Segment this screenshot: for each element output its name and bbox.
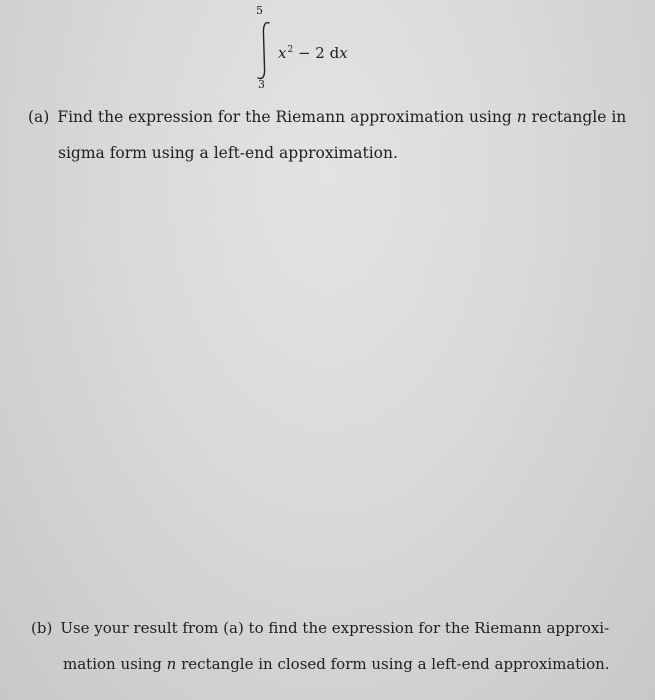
part-b-marker: (b) — [31, 619, 53, 637]
part-a-line-2: sigma form using a left-end approximation. — [58, 144, 398, 162]
integrand — [278, 44, 348, 62]
part-a-marker: (a) — [28, 108, 50, 126]
integral-sign-icon — [254, 20, 274, 82]
question-part-a — [28, 99, 626, 171]
part-a-text-after: rectangle in — [531, 108, 627, 126]
integrand-variable: x — [339, 44, 348, 62]
integrand-base: x — [278, 44, 287, 62]
part-b-text-line-1: Use your result from (a) to find the expression for the Riemann approxi- — [60, 619, 610, 637]
part-b-variable: n — [166, 655, 177, 673]
integral-lower-limit: 3 — [258, 78, 265, 91]
integrand-exponent: 2 — [287, 45, 294, 55]
part-b-line-2 — [31, 646, 610, 682]
part-a-text-before: Find the expression for the Riemann approximation using — [57, 108, 512, 126]
integral-upper-limit: 5 — [256, 4, 263, 17]
part-a-line-1 — [28, 99, 626, 135]
part-b-line-1 — [31, 610, 610, 646]
part-a-variable: n — [516, 108, 527, 126]
integrand-rest: − 2 d — [293, 44, 340, 62]
part-b-text-before: mation using — [63, 655, 162, 673]
part-b-text-after: rectangle in closed form using a left-end approximation. — [181, 655, 610, 673]
question-part-b — [31, 610, 610, 682]
definite-integral — [248, 2, 388, 94]
